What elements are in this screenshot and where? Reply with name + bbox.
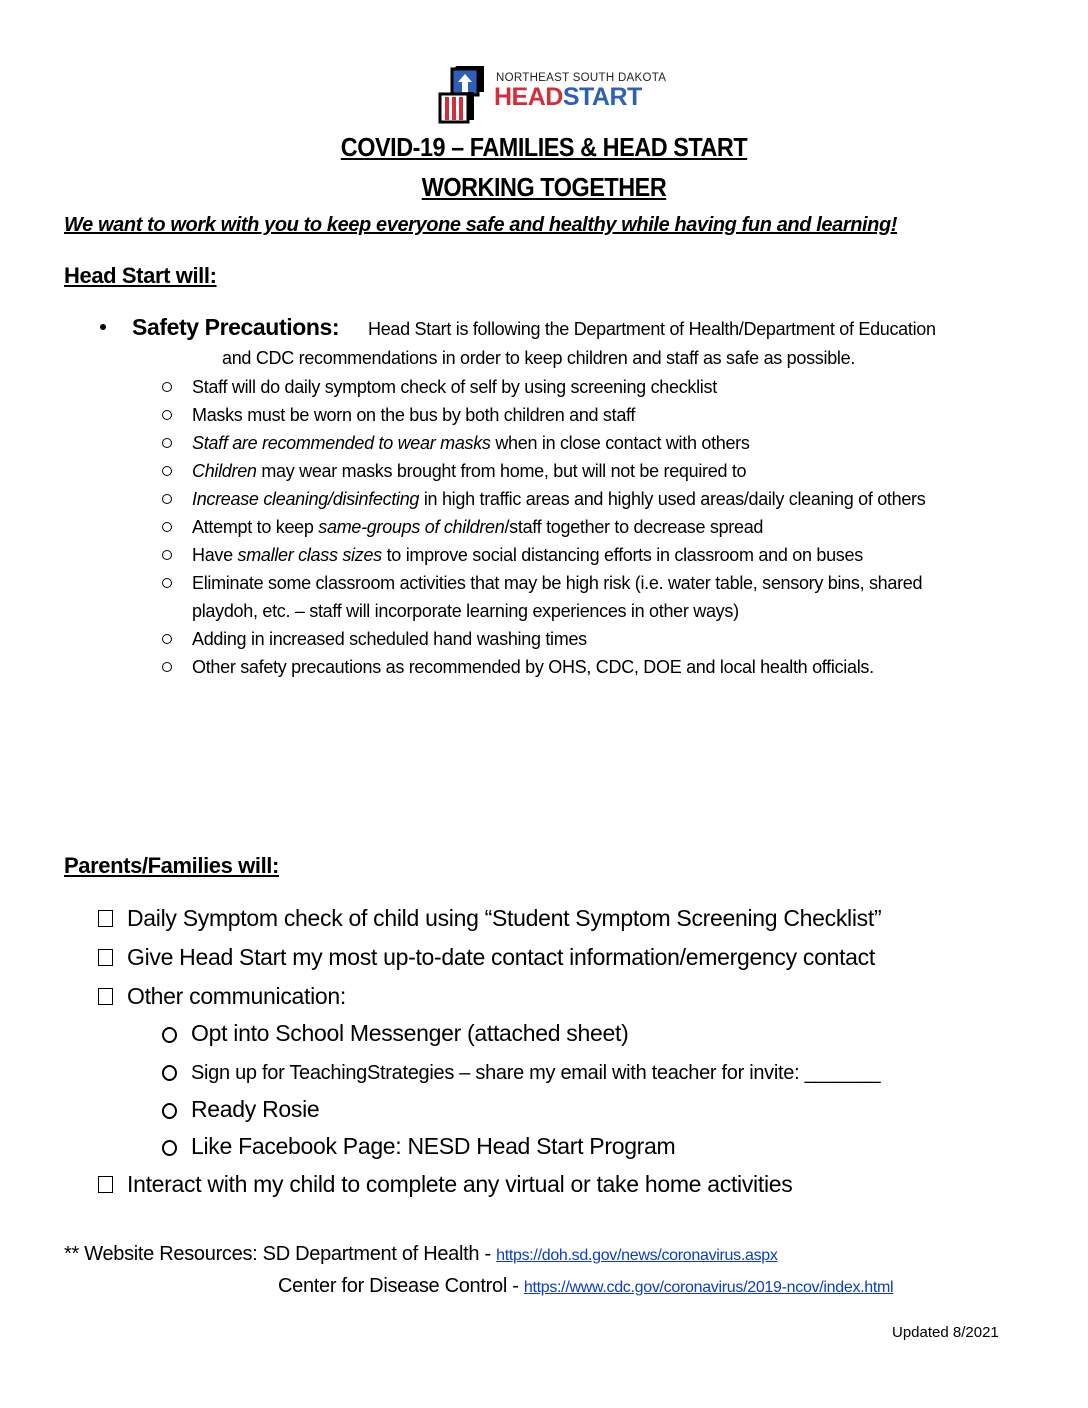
checkbox-icon[interactable] <box>98 988 113 1005</box>
circle-bullet-icon <box>162 662 172 672</box>
precaution-item: Attempt to keep same-groups of children/staff together to decrease spread <box>162 517 763 538</box>
communication-item: Like Facebook Page: NESD Head Start Program <box>162 1133 675 1160</box>
circle-bullet-icon <box>162 410 172 420</box>
circle-bullet-icon <box>162 550 172 560</box>
checklist-item[interactable]: Give Head Start my most up-to-date contact information/emergency contact <box>98 944 875 971</box>
precaution-item: Children may wear masks brought from home, but will not be required to <box>162 461 746 482</box>
logo-start: START <box>562 83 642 111</box>
checklist-item[interactable]: Other communication: <box>98 983 346 1010</box>
logo-subtitle: NORTHEAST SOUTH DAKOTA <box>496 72 667 84</box>
checkbox-icon[interactable] <box>98 910 113 927</box>
section-heading-families: Parents/Families will: <box>64 853 279 878</box>
communication-item: Ready Rosie <box>162 1096 319 1123</box>
headstart-logo <box>436 66 667 124</box>
circle-bullet-icon <box>162 438 172 448</box>
page-title: COVID-19 – FAMILIES & HEAD START <box>340 132 748 162</box>
safety-label: Safety Precautions: <box>132 314 340 340</box>
circle-bullet-icon <box>162 1065 177 1081</box>
checklist-item[interactable]: Interact with my child to complete any virtual or take home activities <box>98 1171 792 1198</box>
communication-item: Sign up for TeachingStrategies – share my email with teacher for invite: _______ <box>162 1062 880 1085</box>
doh-link[interactable]: https://doh.sd.gov/news/coronavirus.aspx <box>496 1247 778 1264</box>
precaution-item: Other safety precautions as recommended by OHS, CDC, DOE and local health officials. <box>162 657 874 678</box>
updated-date: Updated 8/2021 <box>892 1324 999 1341</box>
checkbox-icon[interactable] <box>98 1176 113 1193</box>
circle-bullet-icon <box>162 1027 177 1043</box>
checklist-item[interactable]: Daily Symptom check of child using “Student Symptom Screening Checklist” <box>98 905 881 932</box>
precaution-item: Increase cleaning/disinfecting in high traffic areas and highly used areas/daily cleaning of others <box>162 489 925 510</box>
circle-bullet-icon <box>162 466 172 476</box>
precaution-item: Staff are recommended to wear masks when in close contact with others <box>162 433 750 454</box>
circle-bullet-icon <box>162 578 172 588</box>
precaution-item-cont: playdoh, etc. – staff will incorporate learning experiences in other ways) <box>192 601 739 621</box>
page-subtitle: WORKING TOGETHER <box>421 172 667 202</box>
logo-head: HEAD <box>494 83 563 111</box>
safety-text-cont: and CDC recommendations in order to keep children and staff as safe as possible. <box>222 348 856 368</box>
circle-bullet-icon <box>162 382 172 392</box>
precaution-item: Staff will do daily symptom check of self by using screening checklist <box>162 377 717 398</box>
circle-bullet-icon <box>162 1103 177 1119</box>
precaution-item: Eliminate some classroom activities that may be high risk (i.e. water table, sensory bins, shared <box>162 573 922 594</box>
circle-bullet-icon <box>162 1140 177 1156</box>
resource-line-doh: ** Website Resources: SD Department of Health - https://doh.sd.gov/news/coronavirus.aspx <box>64 1243 778 1265</box>
blocks-icon <box>436 66 494 124</box>
section-heading-head-start: Head Start will: <box>64 263 217 288</box>
circle-bullet-icon <box>162 522 172 532</box>
circle-bullet-icon <box>162 634 172 644</box>
bullet-icon <box>100 324 106 330</box>
precaution-item: Have smaller class sizes to improve social distancing efforts in classroom and on buses <box>162 545 863 566</box>
communication-item: Opt into School Messenger (attached sheet) <box>162 1020 628 1047</box>
precaution-item: Adding in increased scheduled hand washing times <box>162 629 587 650</box>
tagline: We want to work with you to keep everyone safe and healthy while having fun and learning! <box>64 214 898 236</box>
resource-line-cdc: Center for Disease Control - https://www.cdc.gov/coronavirus/2019-ncov/index.html <box>278 1275 894 1297</box>
cdc-link[interactable]: https://www.cdc.gov/coronavirus/2019-ncov/index.html <box>523 1279 894 1296</box>
precaution-item: Masks must be worn on the bus by both children and staff <box>162 405 635 426</box>
circle-bullet-icon <box>162 494 172 504</box>
safety-text: Head Start is following the Department of Health/Department of Education <box>368 319 936 339</box>
checkbox-icon[interactable] <box>98 949 113 966</box>
